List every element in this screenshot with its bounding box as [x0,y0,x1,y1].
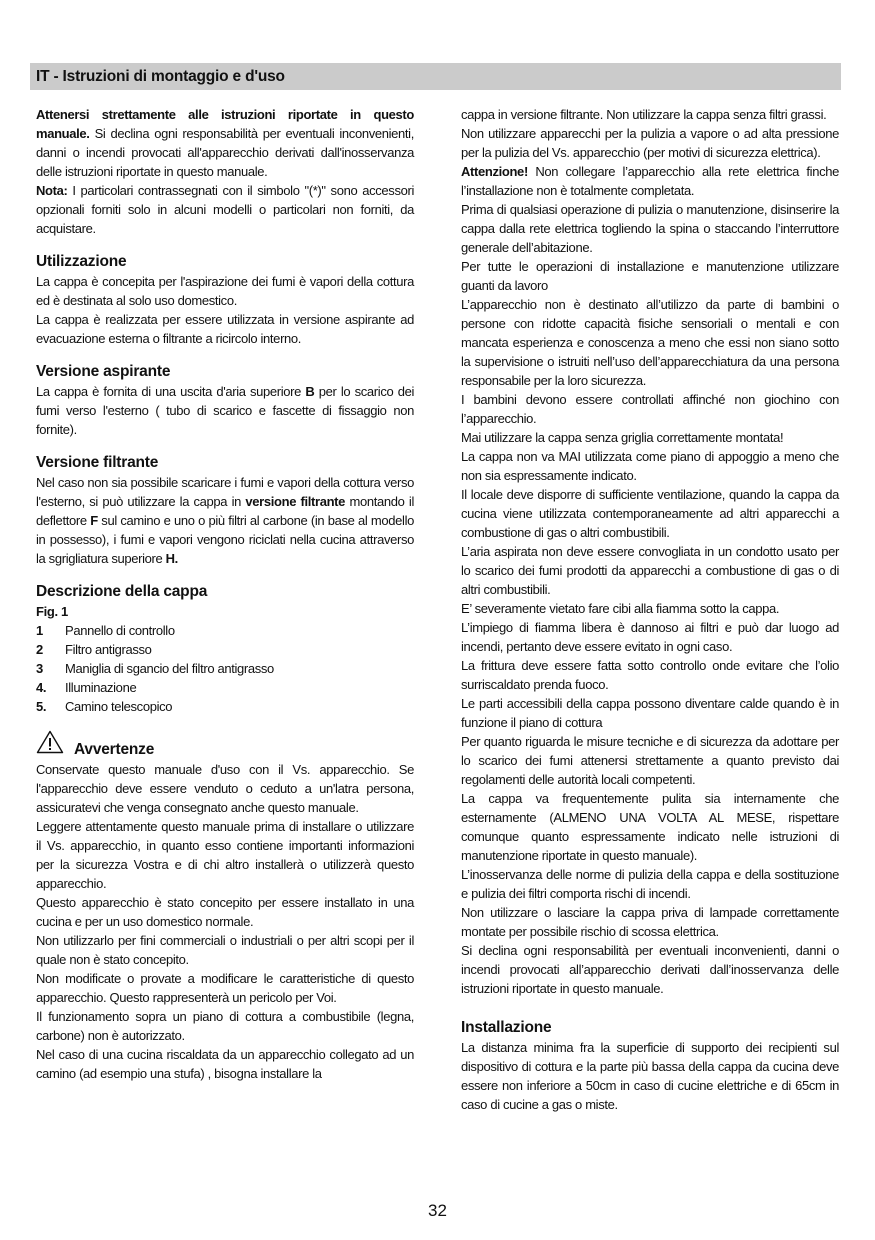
aspirante-paragraph [36,382,414,439]
section-header-bar [30,63,841,90]
right-paragraph: Mai utilizzare la cappa senza griglia correttamente montata! [461,430,784,445]
utilizzazione-p1: La cappa è concepita per l'aspirazione dei fumi è vapori della cottura ed è destinata al solo uso domestico. [36,274,414,308]
filtrante-ref-h: H. [165,551,178,566]
filtrante-bold-1: versione filtrante [245,494,346,509]
avvertenze-paragraph: Leggere attentamente questo manuale prima di installare o utilizzare il Vs. apparecchio, in quanto esso contiene importanti informazioni per la sicurezza Vostra e di chi altro installerà o utilizzerà questo apparecchio. [36,819,414,891]
list-item [36,621,414,640]
list-item-number: 2 [36,642,43,657]
list-item-label: Camino telescopico [65,699,173,714]
heading-versione-filtrante: Versione filtrante [36,454,159,471]
heading-utilizzazione: Utilizzazione [36,253,127,270]
installazione-paragraph: La distanza minima fra la superficie di supporto dei recipienti sul dispositivo di cottura e la parte più bassa della cappa da cucina deve essere non inferiore a 50cm in caso di cucine elettriche e di 65cm in caso di cucine a gas o miste. [461,1040,839,1112]
right-paragraph: L’apparecchio non è destinato all’utilizzo da parte di bambini o persone con ridotte capacità fisiche sensoriali o mentali e con mancata esperienza e conoscenza a meno che essi non siano sotto la supervisione o istruiti nell’uso dell’apparecchiatura da una persona responsabile per la loro sicurezza. [461,297,839,388]
right-paragraph: Non utilizzare apparecchi per la pulizia a vapore o ad alta pressione per la pulizia del Vs. apparecchio (per motivi di sicurezza elettrica). [461,126,839,160]
intro-text: Si declina ogni responsabilità per eventuali inconvenienti, danni o incendi provocati all'apparecchio derivati dall'inosservanza delle istruzioni riportate in questo manuale. [36,126,414,179]
avvertenze-heading-row [36,730,414,759]
list-item-number: 3 [36,661,43,676]
right-paragraph: L’inosservanza delle norme di pulizia della cappa e della sostituzione e pulizia dei filtri comporta rischi di incendi. [461,867,839,901]
list-item [36,640,414,659]
avvertenze-paragraph: Nel caso di una cucina riscaldata da un apparecchio collegato ad un camino (ad esempio una stufa) , bisogna installare la [36,1047,414,1081]
list-item-number: 4. [36,680,47,695]
nota-paragraph [36,181,414,238]
right-paragraph: Non utilizzare o lasciare la cappa priva di lampade correttamente montate per possibile rischio di scossa elettrica. [461,905,839,939]
right-paragraph: I bambini devono essere controllati affinché non giochino con l’apparecchio. [461,392,839,426]
filtrante-paragraph [36,473,414,568]
attenzione-label: Attenzione! [461,164,528,179]
list-item-label: Filtro antigrasso [65,642,152,657]
utilizzazione-p2: La cappa è realizzata per essere utilizzata in versione aspirante ad evacuazione esterna o filtrante a ricircolo interno. [36,312,414,346]
aspirante-text-1: La cappa è fornita di una uscita d'aria superiore [36,384,306,399]
filtrante-text-2: montando il deflettore [36,494,414,528]
list-item [36,678,414,697]
avvertenze-paragraph: Non utilizzarlo per fini commerciali o industriali o per altri scopi per il quale non è stato concepito. [36,933,414,967]
right-paragraph: Per tutte le operazioni di installazione e manutenzione utilizzare guanti da lavoro [461,259,839,293]
intro-bold: Attenersi strettamente alle istruzioni riportate in questo manuale. [36,107,414,141]
list-item-label: Maniglia di sgancio del filtro antigrasso [65,661,274,676]
list-item-number: 1 [36,623,43,638]
list-item-label: Illuminazione [65,680,137,695]
right-paragraph: La frittura deve essere fatta sotto controllo onde evitare che l’olio surriscaldato prenda fuoco. [461,658,839,692]
right-paragraph: E’ severamente vietato fare cibi alla fiamma sotto la cappa. [461,601,780,616]
list-item-number: 5. [36,699,47,714]
avvertenze-paragraph: Questo apparecchio è stato concepito per essere installato in una cucina e per un uso domestico normale. [36,895,414,929]
right-paragraph: La cappa non va MAI utilizzata come piano di appoggio a meno che non sia espressamente indicato. [461,449,839,483]
right-paragraph: Prima di qualsiasi operazione di pulizia o manutenzione, disinserire la cappa dalla rete elettrica togliendo la spina o staccando l’interruttore generale dell’abitazione. [461,202,839,255]
avvertenze-paragraph: Il funzionamento sopra un piano di cottura a combustibile (legna, carbone) non è autorizzato. [36,1009,414,1043]
aspirante-text-2: per lo scarico dei fumi verso l'esterno ( tubo di scarico e fascette di fissaggio non fornite). [36,384,414,437]
section-title: IT - Istruzioni di montaggio e d'uso [36,68,285,85]
page-number: 32 [428,1201,447,1220]
attenzione-text: Non collegare l’apparecchio alla rete elettrica finche l’installazione non è totalmente completata. [461,164,839,198]
aspirante-ref-b: B [305,384,315,399]
filtrante-text-1: Nel caso non sia possibile scaricare i fumi e vapori della cottura verso l'esterno, si può utilizzare la cappa in [36,475,414,509]
list-item [36,659,414,678]
avvertenze-paragraph: Conservate questo manuale d'uso con il Vs. apparecchio. Se l'apparecchio deve essere venduto o ceduto a un'latra persona, assicuratevi che venga consegnato anche questo manuale. [36,762,414,815]
component-list [36,621,414,716]
filtrante-text-3: sul camino e uno o più filtri al carbone (in base al modello in possesso), i fumi e vapori vengono riciclati nella cucina attraverso la sgrigliatura superiore [36,513,414,566]
heading-descrizione: Descrizione della cappa [36,583,208,600]
heading-installazione: Installazione [461,1019,552,1036]
nota-text: I particolari contrassegnati con il simbolo "(*)" sono accessori opzionali forniti solo in alcuni modelli o particolari non forniti, da acquistare. [36,183,414,236]
figure-label: Fig. 1 [36,604,68,619]
nota-label: Nota: [36,183,68,198]
list-item-label: Pannello di controllo [65,623,175,638]
right-paragraph: Si declina ogni responsabilità per eventuali inconvenienti, danni o incendi provocati all’apparecchio derivati dall’inosservanza delle istruzioni riportate in questo manuale. [461,943,839,996]
right-paragraph: L’impiego di fiamma libera è dannoso ai filtri e può dar luogo ad incendi, pertanto deve essere evitato in ogni caso. [461,620,839,654]
right-paragraph: Il locale deve disporre di sufficiente ventilazione, quando la cappa da cucina viene utilizzata contemporaneamente ad altri apparecchi a combustione di gas o altri combustibili. [461,487,839,540]
attenzione-paragraph [461,162,839,200]
list-item [36,697,414,716]
right-paragraph: La cappa va frequentemente pulita sia internamente che esternamente (ALMENO UNA VOLTA AL MESE, rispettare comunque quanto espressamente indicato nelle istruzioni di manutenzione riportate in questo manuale). [461,791,839,863]
right-paragraph: L’aria aspirata non deve essere convogliata in un condotto usato per lo scarico dei fumi prodotti da apparecchi a combustione di gas o di altri combustibili. [461,544,839,597]
right-column [461,105,839,1114]
left-column [36,105,414,1083]
right-paragraph: cappa in versione filtrante. Non utilizzare la cappa senza filtri grassi. [461,107,827,122]
filtrante-ref-f: F [90,513,98,528]
right-paragraph: Le parti accessibili della cappa possono diventare calde quando è in funzione il piano di cottura [461,696,839,730]
heading-versione-aspirante: Versione aspirante [36,363,171,380]
warning-triangle-icon [36,730,64,759]
intro-paragraph [36,105,414,181]
right-paragraph: Per quanto riguarda le misure tecniche e di sicurezza da adottare per lo scarico dei fumi attenersi strettamente a quanto previsto dai regolamenti delle autorità locali competenti. [461,734,839,787]
heading-avvertenze: Avvertenze [74,741,155,758]
avvertenze-paragraph: Non modificate o provate a modificare le caratteristiche di questo apparecchio. Questo rappresenterà un pericolo per Voi. [36,971,414,1005]
